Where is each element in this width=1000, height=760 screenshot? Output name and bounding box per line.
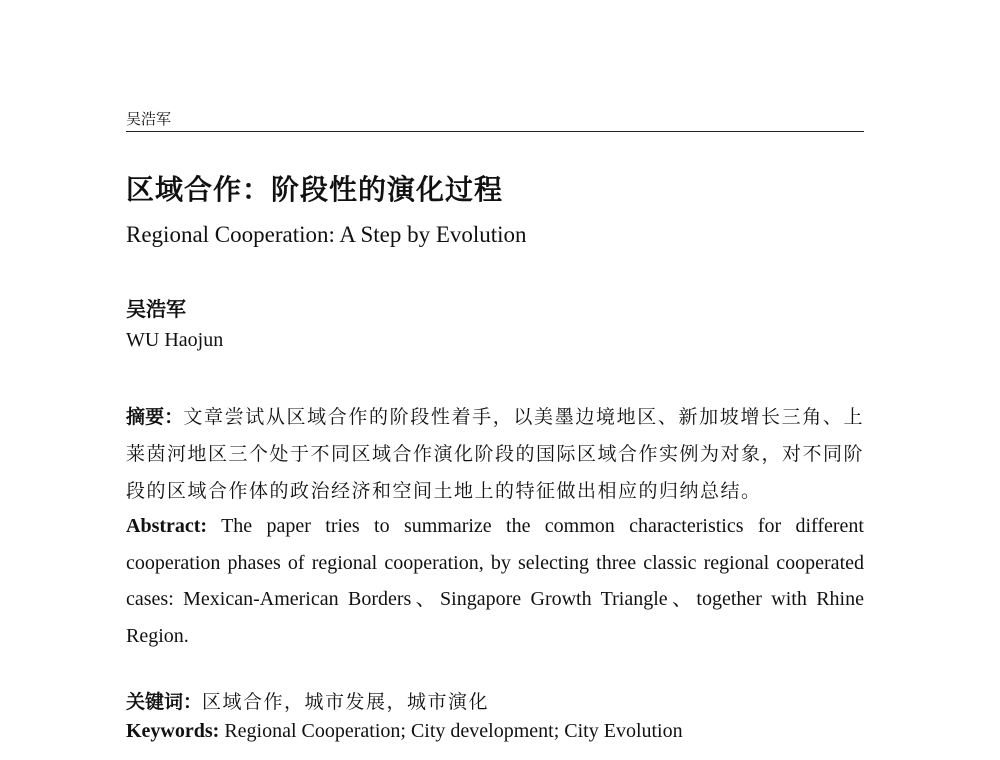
- author-chinese: 吴浩军: [126, 297, 186, 321]
- abstract-chinese-text: 文章尝试从区域合作的阶段性着手，以美墨边境地区、新加坡增长三角、上莱茵河地区三个处于不同区域合作演化阶段的国际区域合作实例为对象，对不同阶段的区域合作体的政治经济和空间土地上的特征做出相应的归纳总结。: [126, 406, 865, 502]
- keywords-chinese-text: 区域合作，城市发展，城市演化: [202, 691, 490, 713]
- abstract-english-label: Abstract:: [126, 515, 208, 537]
- paper-page: [126, 0, 864, 760]
- abstract-english: [126, 508, 864, 654]
- keywords-english: [126, 720, 683, 743]
- title-chinese: 区域合作：阶段性的演化过程: [126, 173, 504, 206]
- keywords-chinese-label: 关键词：: [126, 691, 203, 713]
- running-head: 吴浩军: [126, 110, 172, 128]
- abstract-english-text: The paper tries to summarize the common characteristics for different cooperation phases of regional cooperation, by selecting three classic regional cooperated cases: Mexican-American Borders、Singapore Growth Triangle、together with Rhine Region.: [126, 515, 864, 647]
- keywords-chinese: [126, 687, 489, 714]
- header-rule: [126, 131, 864, 132]
- abstract-chinese-label: 摘要：: [126, 406, 184, 428]
- keywords-english-text: Regional Cooperation; City development; City Evolution: [224, 720, 683, 742]
- keywords-english-label: Keywords:: [126, 720, 220, 742]
- title-english: Regional Cooperation: A Step by Evolution: [126, 222, 527, 247]
- author-english: WU Haojun: [126, 329, 224, 351]
- abstract-chinese: [126, 399, 864, 510]
